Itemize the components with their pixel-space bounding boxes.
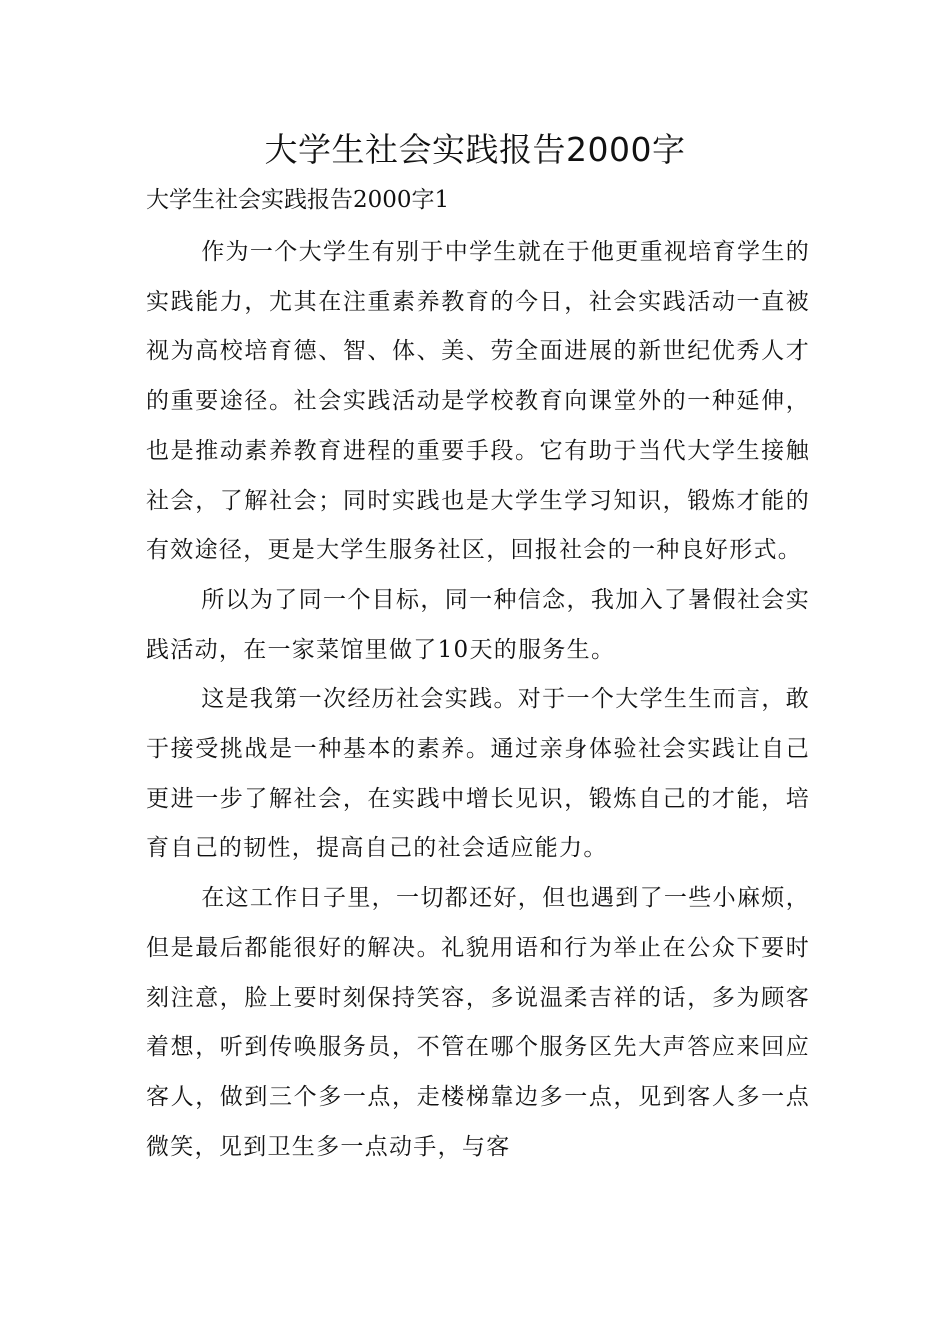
section-heading: 大学生社会实践报告2000字1: [146, 187, 450, 213]
paragraph-1: 作为一个大学生有别于中学生就在于他更重视培育学生的实践能力，尤其在注重素养教育的今日，社会实践活动一直被视为高校培育德、智、体、美、劳全面进展的新世纪优秀人才的重要途径。社会实践活动是学校教育向课堂外的一种延伸，也是推动素养教育进程的重要手段。它有助于当代大学生接触社会，了解社会；同时实践也是大学生学习知识，锻炼才能的有效途径，更是大学生服务社区，回报社会的一种良好形式。: [146, 239, 810, 564]
paragraph-3: 这是我第一次经历社会实践。对于一个大学生生而言，敢于接受挑战是一种基本的素养。通过亲身体验社会实践让自己更进一步了解社会，在实践中增长见识，锻炼自己的才能，培育自己的韧性，提高自己的社会适应能力。: [146, 686, 810, 862]
document-body: [146, 228, 810, 1172]
document-title: 大学生社会实践报告2000字: [264, 130, 686, 169]
paragraph-4: 在这工作日子里，一切都还好，但也遇到了一些小麻烦，但是最后都能很好的解决。礼貌用语和行为举止在公众下要时刻注意，脸上要时刻保持笑容，多说温柔吉祥的话，多为顾客着想，听到传唤服务员，不管在哪个服务区先大声答应来回应客人，做到三个多一点，走楼梯靠边多一点，见到客人多一点微笑，见到卫生多一点动手，与客: [146, 885, 810, 1160]
paragraph-2: 所以为了同一个目标，同一种信念，我加入了暑假社会实践活动，在一家菜馆里做了10天的服务生。: [146, 586, 810, 663]
